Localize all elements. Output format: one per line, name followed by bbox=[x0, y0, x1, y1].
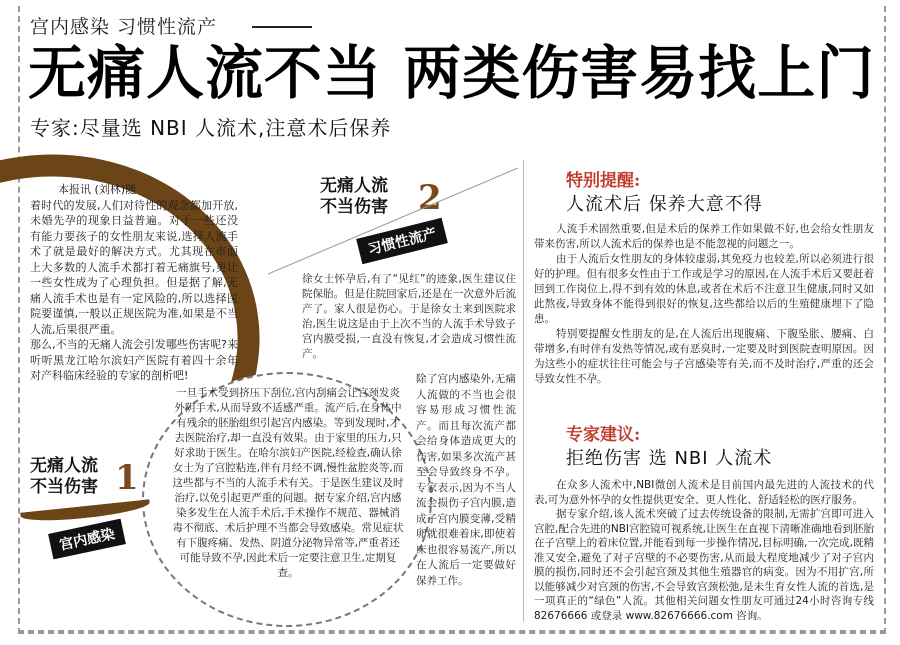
byline: 本报讯 (刘林)随 bbox=[58, 183, 137, 196]
deck: 专家:尽量选 NBI 人流术,注意术后保养 bbox=[30, 116, 392, 140]
special-tips-text bbox=[534, 222, 874, 400]
middle-paragraph-2: 除了宫内感染外,无痛人流做的不当也会很容易形成习惯性流产。而且每次流产都会给身体造成更大的伤害,如果多次流产甚至会导致终身不孕。专家表示,因为不当人流会损伤子宫内膜,造成子宫内膜变薄,受精卵就很难着床,即使着床也很容易流产,所以在人流后一定要做好保养工作。 bbox=[416, 373, 516, 587]
subhead-2-line1: 无痛人流 bbox=[320, 176, 388, 196]
special-tips-heading: 特别提醒: bbox=[566, 171, 641, 191]
expert-advice-paragraph-2: 据专家介绍,该人流术突破了过去传统设备的限制,无需扩宫即可进入宫腔,配合先进的NBI宫腔镜可视系统,让医生在直视下清晰准确地看到胚胎在子宫壁上的着床位置,并能看到每一步操作情况,目标明确,一次完成,既精准又安全,避免了对子宫壁的不必要伤害,从而最大程度地减少了对子宫内膜的损伤,同时还不会引起宫颈及其他生殖器官的病变。因为不用扩宫,所以能够减少对宫颈的伤害,不会导致宫颈松弛,是未生育女性人流的首选,是一项真正的“绿色”人流。其他相关问题女性朋友可通过24小时咨询专线 82676666 或登录 www.82676666.com 咨询。 bbox=[534, 508, 874, 620]
special-tips-paragraph-3: 特别要提醒女性朋友的是,在人流后出现腹痛、下腹坠胀、腰痛、白带增多,有时伴有发热等情况,或有恶臭时,一定要及时到医院查明原因。因为这些小的症状往往可能会与子宫感染等有关,而不及时治疗,严重的还会导致女性不孕。 bbox=[534, 328, 874, 385]
expert-advice-heading: 专家建议: bbox=[566, 425, 641, 445]
subhead-1-line1: 无痛人流 bbox=[30, 456, 98, 476]
bottom-border bbox=[18, 630, 886, 632]
subhead-1-title bbox=[30, 456, 98, 498]
expert-advice-paragraph-1: 在众多人流术中,NBI微创人流术是目前国内最先进的人流技术的代表,可为意外怀孕的女性提供更安全、更人性化、舒适轻松的医疗服务。 bbox=[534, 479, 874, 506]
subhead-1-tag: 宫内感染 bbox=[48, 519, 126, 560]
circle-text: 一旦手术受到挤压下刮位,宫内刮痛会让宫颈发炎外阴手术,从而导致不适感严重。流产后,在身体中有残余的胚胎组织引起宫内感染。等到发现时,才去医院治疗,却一直没有效果。由于家里的压力,只好求助于医生。在哈尔滨妇产医院,经检查,确认徐女士为了宫腔粘连,伴有月经不调,慢性盆腔炎等,而这些都与不当的人流手术有关。于是医生建议及时治疗,以免引起更严重的问题。据专家介绍,宫内感染多发生在人流手术后,手术操作不规范、器械消毒不彻底、术后护理不当都会导致感染。常见症状有下腹疼痛、发热、阴道分泌物异常等,严重者还可能导致不孕,因此术后一定要注意卫生,定期复查。 bbox=[172, 387, 404, 579]
subhead-2-line2: 不当伤害 bbox=[320, 197, 388, 217]
column-rule bbox=[523, 160, 524, 622]
headline: 无痛人流不当 两类伤害易找上门 bbox=[28, 39, 876, 107]
expert-advice-text bbox=[534, 478, 874, 620]
expert-advice-subheading: 拒绝伤害 选 NBI 人流术 bbox=[566, 448, 773, 469]
left-paragraph-1: 着时代的发展,人们对待性的观念都加开放,未婚先孕的现象日益普遍。对于一些还没有能力要孩子的女性朋友来说,选择人流手术了就是最好的解决方式。尤其现在市面上大多数的人流手术都打着无痛旗号,更让一些女性成为了心理负担。但是据了解,无痛人流手术也是有一定风险的,所以选择医院要谨慎,一般以正规医院为准,如果是不当人流,后果很严重。 bbox=[30, 198, 238, 336]
kicker-rule bbox=[252, 26, 312, 28]
subhead-1-number: 1 bbox=[115, 458, 139, 498]
special-tips-subheading: 人流术后 保养大意不得 bbox=[566, 194, 763, 215]
subhead-1-line2: 不当伤害 bbox=[30, 477, 98, 497]
left-paragraph-2: 那么,不当的无痛人流会引发哪些伤害呢?来听听黑龙江哈尔滨妇产医院有着四十余年对产科临床经验的专家的剖析吧! bbox=[30, 338, 238, 382]
middle-paragraph-1: 徐女士怀孕后,有了“见红”的迹象,医生建议住院保胎。但是住院回家后,还是在一次意外后流产了。家人很是伤心。于是徐女士来到医院求治,医生说这是由于上次不当的人流手术导致子宫内膜受损,一直没有恢复,才会造成习惯性流产。 bbox=[302, 273, 516, 360]
column-divider-svg bbox=[268, 148, 528, 278]
kicker: 宫内感染 习惯性流产 bbox=[30, 16, 218, 38]
left-column bbox=[30, 182, 238, 394]
special-tips-paragraph-1: 人流手术固然重要,但是术后的保养工作如果做不好,也会给女性朋友带来伤害,所以人流术后的保养也是不能忽视的问题之一。 bbox=[534, 223, 874, 250]
special-tips-paragraph-2: 由于人流后女性朋友的身体较虚弱,其免疫力也较差,所以必须进行很好的护理。但有很多女性由于工作或是学习的原因,在人流手术后又要赶着回到工作岗位上,得不到有效的休息,或者在术后不注意卫生健康,同时又如此熬夜,导致身体不能得到很好的恢复,这些都给以后的生殖健康埋下了隐患。 bbox=[534, 253, 874, 325]
subhead-2-tag: 习惯性流产 bbox=[356, 218, 448, 265]
subhead-2-number: 2 bbox=[418, 178, 442, 218]
